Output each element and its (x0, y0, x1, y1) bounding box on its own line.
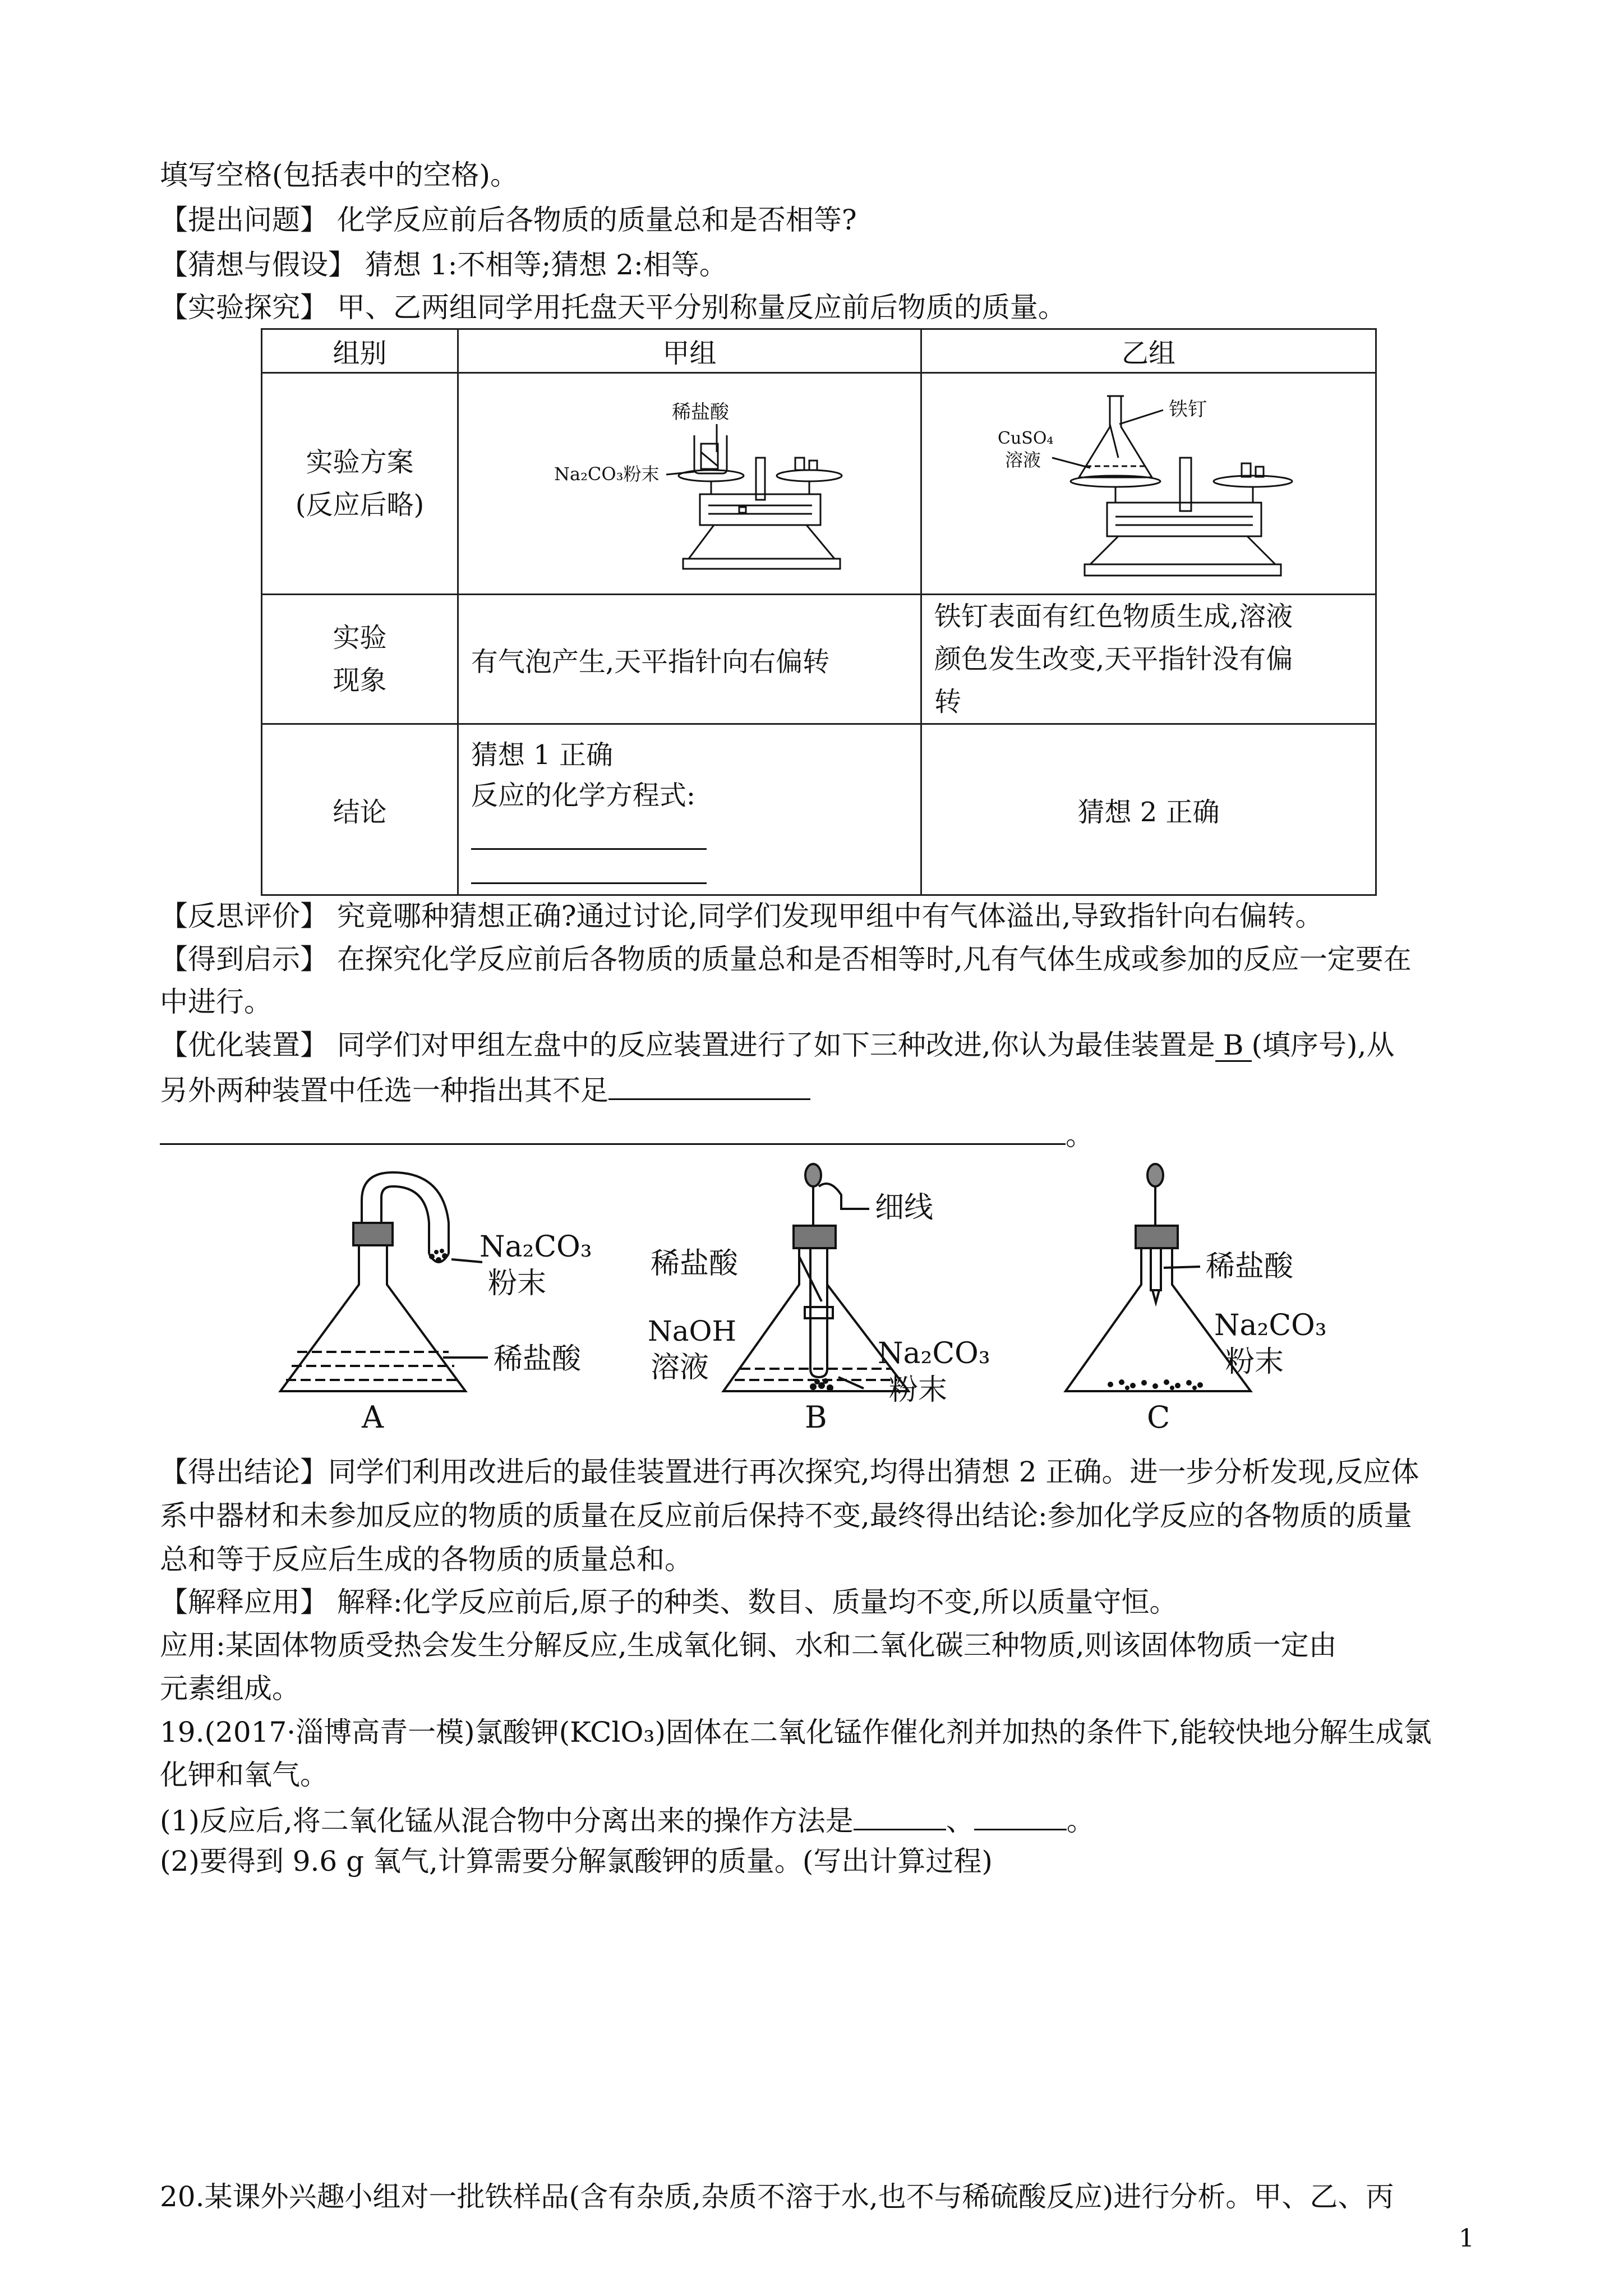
conclusion-label: 结论 (262, 724, 458, 895)
conclusion-line-1: 【得出结论】同学们利用改进后的最佳装置进行再次探究,均得出猜想 2 正确。进一步分析发现,反应体 (160, 1456, 1419, 1488)
c-powder-label-1: Na₂CO₃ (1214, 1309, 1327, 1342)
q19-blank-2[interactable] (974, 1802, 1067, 1830)
a-acid-label: 稀盐酸 (494, 1342, 582, 1376)
q19-part1: (1)反应后,将二氧化锰从混合物中分离出来的操作方法是 、 。 (160, 1802, 1095, 1838)
table-row-plan (262, 373, 1376, 595)
jia-balance-figure (459, 374, 899, 587)
apparatus-figure (258, 1156, 1380, 1447)
table-row-observation (262, 595, 1376, 724)
b-powder-label-1: Na₂CO₃ (878, 1337, 990, 1370)
q19-blank-1[interactable] (854, 1802, 946, 1830)
c-acid-label: 稀盐酸 (1206, 1250, 1294, 1283)
observation-yi: 铁钉表面有红色物质生成,溶液 颜色发生改变,天平指针没有偏 转 (921, 595, 1376, 724)
table-row-conclusion (262, 724, 1376, 895)
header-jia: 甲组 (458, 329, 921, 373)
reflect-line: 【反思评价】 究竟哪种猜想正确?通过讨论,同学们发现甲组中有气体溢出,导致指针向右偏转。 (160, 900, 1324, 932)
apparatus-c (1066, 1164, 1327, 1435)
b-naoh-label-2: 溶液 (651, 1351, 709, 1384)
experiment-table (261, 328, 1377, 896)
a-powder-label-1: Na₂CO₃ (479, 1230, 592, 1264)
b-acid-label: 稀盐酸 (651, 1247, 739, 1281)
b-device-label: B (805, 1400, 827, 1435)
equation-blank-1[interactable] (471, 816, 707, 850)
header-group: 组别 (262, 329, 458, 373)
shortcoming-blank-1[interactable] (608, 1071, 810, 1100)
experiment-line: 【实验探究】 甲、乙两组同学用托盘天平分别称量反应前后物质的质量。 (160, 291, 1066, 324)
c-powder-label-2: 粉末 (1225, 1345, 1284, 1379)
b-naoh-label-1: NaOH (648, 1315, 737, 1347)
b-string-label: 细线 (875, 1191, 934, 1225)
c-device-label: C (1147, 1400, 1170, 1435)
q19-line-2: 化钾和氧气。 (160, 1759, 328, 1791)
header-yi: 乙组 (921, 329, 1376, 373)
shortcoming-line-2: 。 (160, 1116, 1094, 1152)
optimize-line: 【优化装置】 同学们对甲组左盘中的反应装置进行了如下三种改进,你认为最佳装置是 B (填序号),从 (160, 1029, 1395, 1061)
a-device-label: A (362, 1400, 384, 1435)
b-powder-label-2: 粉末 (889, 1373, 948, 1407)
table-header-row (262, 329, 1376, 373)
conclusion-yi: 猜想 2 正确 (921, 724, 1376, 895)
hypothesis-line: 【猜想与假设】 猜想 1:不相等;猜想 2:相等。 (160, 249, 727, 281)
apparatus-b (648, 1164, 990, 1435)
observation-jia: 有气泡产生,天平指针向右偏转 (458, 595, 921, 724)
jia-powder-label: Na₂CO₃粉末 (554, 463, 660, 485)
q19-part2: (2)要得到 9.6 g 氧气,计算需要分解氯酸钾的质量。(写出计算过程) (160, 1845, 993, 1878)
yi-solution-label-2: 溶液 (1004, 449, 1041, 471)
conclusion-line-3: 总和等于反应后生成的各物质的质量总和。 (160, 1543, 693, 1576)
page-number: 1 (1459, 2224, 1474, 2253)
application-line-1: 应用:某固体物质受热会发生分解反应,生成氧化铜、水和二氧化碳三种物质,则该固体物质一定由 (160, 1629, 1337, 1662)
equation-blank-2[interactable] (471, 850, 707, 884)
yi-nail-label: 铁钉 (1168, 398, 1207, 421)
conclusion-jia: 猜想 1 正确 反应的化学方程式: (458, 724, 921, 895)
shortcoming-line: 另外两种装置中任选一种指出其不足 (160, 1071, 810, 1107)
question-line: 【提出问题】 化学反应前后各物质的质量总和是否相等? (160, 204, 857, 236)
shortcoming-blank-2[interactable] (160, 1116, 1066, 1145)
conclusion-line-2: 系中器材和未参加反应的物质的质量在反应前后保持不变,最终得出结论:参加化学反应的各物质的质量 (160, 1499, 1412, 1532)
q19-line-1: 19.(2017·淄博高青一模)氯酸钾(KClO₃)固体在二氧化锰作催化剂并加热的条件下,能较快地分解生成氯 (160, 1716, 1432, 1749)
yi-solution-label-1: CuSO₄ (997, 429, 1054, 448)
explain-line: 【解释应用】 解释:化学反应前后,原子的种类、数目、质量均不变,所以质量守恒。 (160, 1586, 1178, 1618)
yi-apparatus-cell (921, 373, 1376, 595)
jia-acid-label: 稀盐酸 (671, 401, 729, 424)
apparatus-a (280, 1172, 592, 1435)
a-powder-label-2: 粉末 (488, 1267, 547, 1300)
intro-line-1: 填写空格(包括表中的空格)。 (160, 159, 519, 191)
application-line-2: 元素组成。 (160, 1672, 300, 1705)
jia-apparatus-cell (458, 373, 921, 595)
observation-label: 实验 现象 (262, 595, 458, 724)
yi-balance-figure (922, 374, 1354, 587)
best-device-answer: B (1215, 1030, 1252, 1062)
insight-line: 【得到启示】 在探究化学反应前后各物质的质量总和是否相等时,凡有气体生成或参加的反应一定要在 (160, 943, 1412, 976)
insight-line-2: 中进行。 (160, 986, 272, 1018)
q20-line-1: 20.某课外兴趣小组对一批铁样品(含有杂质,杂质不溶于水,也不与稀硫酸反应)进行分析。甲、乙、丙 (160, 2180, 1394, 2213)
plan-label: 实验方案 (反应后略) (262, 373, 458, 595)
